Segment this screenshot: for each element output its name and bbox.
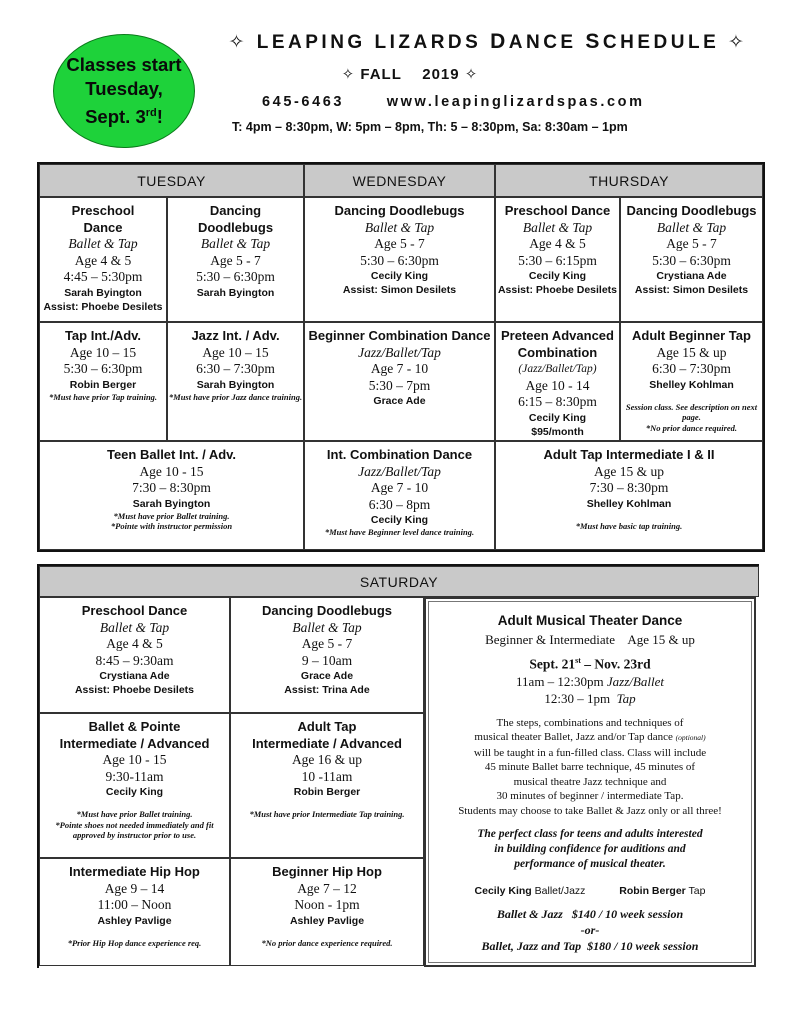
class-detail: Age 4 & 5 bbox=[106, 636, 163, 651]
class-style: Ballet & Tap bbox=[292, 619, 362, 635]
class-title: Adult Tap Intermediate I & II bbox=[543, 447, 715, 462]
class-detail: Age 5 - 7 bbox=[666, 236, 717, 251]
class-instructor: Crystiana Ade bbox=[99, 670, 170, 682]
spacer bbox=[40, 799, 229, 809]
class-detail: Age 7 - 10 bbox=[370, 361, 429, 376]
class-note: *Must have prior Tap training. bbox=[48, 391, 158, 402]
musical-title: Adult Musical Theater Dance bbox=[497, 613, 683, 628]
class-instructor: $95/month bbox=[531, 425, 584, 438]
spacer bbox=[231, 928, 423, 938]
class-detail: 5:30 – 6:30pm bbox=[360, 252, 439, 268]
class-title: Preschool Dance bbox=[504, 203, 611, 218]
class-detail: Age 10 - 15 bbox=[102, 752, 167, 767]
class-detail: 6:30 – 8pm bbox=[368, 496, 431, 512]
class-detail: Age 4 & 5 bbox=[74, 252, 132, 268]
class-thu-preschool bbox=[495, 197, 620, 322]
class-detail: Age 9 – 14 bbox=[104, 880, 165, 896]
class-title: Intermediate / Advanced bbox=[252, 735, 402, 751]
class-tue-preschool bbox=[39, 197, 167, 322]
class-instructor: Sarah Byington bbox=[132, 497, 211, 510]
class-title: Intermediate / Advanced bbox=[59, 735, 210, 751]
class-title: Jazz Int. / Adv. bbox=[191, 328, 280, 343]
class-instructor: Sarah Byington bbox=[196, 286, 275, 299]
class-style: Ballet & Tap bbox=[99, 619, 170, 635]
class-title: Dancing Doodlebugs bbox=[626, 203, 757, 218]
class-detail: 7:30 – 8:30pm bbox=[132, 480, 211, 495]
class-sat-ballet-pointe bbox=[39, 713, 230, 858]
class-detail: 6:30 – 7:30pm bbox=[652, 361, 731, 376]
header-tuesday: TUESDAY bbox=[39, 164, 304, 197]
class-title: Teen Ballet Int. / Adv. bbox=[106, 447, 237, 462]
class-sat-preschool bbox=[39, 597, 230, 713]
class-detail: 8:45 – 9:30am bbox=[95, 652, 174, 668]
class-tue-tap bbox=[39, 322, 167, 441]
musical-theater-box bbox=[424, 597, 756, 967]
musical-pricing: Ballet & Jazz $140 / 10 week session -or- Ballet, Jazz and Tap $180 / 10 week session bbox=[481, 907, 699, 953]
class-title: Dancing Doodlebugs bbox=[334, 203, 465, 218]
class-style: Ballet & Tap bbox=[68, 236, 138, 251]
class-detail: 5:30 – 6:30pm bbox=[652, 252, 731, 268]
class-thu-preteen bbox=[495, 322, 620, 441]
class-wed-int-combo bbox=[304, 441, 495, 550]
class-title: Int. Combination Dance bbox=[326, 447, 473, 462]
class-style: (Jazz/Ballet/Tap) bbox=[518, 363, 597, 375]
class-instructor: Ashley Pavlige bbox=[289, 914, 365, 927]
class-thu-adult-tap bbox=[495, 441, 763, 550]
class-detail: Age 4 & 5 bbox=[529, 236, 586, 251]
class-detail: Noon - 1pm bbox=[294, 897, 360, 912]
class-detail: 11:00 – Noon bbox=[97, 897, 172, 912]
star-icon: ✧ bbox=[228, 32, 248, 53]
class-instructor: Cecily King bbox=[370, 514, 429, 526]
class-title: Adult Beginner Tap bbox=[632, 328, 751, 343]
class-style: Ballet & Tap bbox=[522, 219, 593, 235]
class-title: Adult Tap bbox=[297, 719, 357, 734]
class-note: *Must have prior Intermediate Tap training. bbox=[249, 809, 405, 819]
class-title: Ballet & Pointe bbox=[88, 719, 181, 734]
class-instructor: Assist: Phoebe Desilets bbox=[43, 300, 163, 313]
class-title: Combination bbox=[517, 344, 598, 360]
class-title: Dance bbox=[83, 219, 123, 235]
phone-number: 645-6463 bbox=[262, 94, 345, 110]
class-detail: Age 10 – 15 bbox=[202, 344, 269, 360]
class-detail: 5:30 – 6:30pm bbox=[63, 361, 143, 376]
class-detail: Age 10 – 15 bbox=[69, 344, 137, 360]
class-title: Intermediate Hip Hop bbox=[69, 864, 200, 879]
class-instructor: Assist: Phoebe Desilets bbox=[74, 684, 195, 696]
weekday-schedule bbox=[37, 162, 765, 552]
class-detail: Age 15 & up bbox=[656, 344, 727, 360]
class-title: Doodlebugs bbox=[197, 219, 274, 235]
class-detail: 9 – 10am bbox=[301, 652, 353, 668]
class-instructor: Sarah Byington bbox=[196, 378, 275, 391]
musical-pitch: The perfect class for teens and adults interested in building confidence for auditions and performance of musical theater. bbox=[477, 828, 703, 870]
class-detail: Age 5 - 7 bbox=[374, 236, 425, 251]
class-instructor: Sarah Byington bbox=[64, 286, 142, 299]
contact-line bbox=[262, 94, 645, 110]
class-instructor: Assist: Simon Desilets bbox=[634, 284, 749, 296]
class-tue-teen-ballet bbox=[39, 441, 304, 550]
star-icon: ✧ bbox=[728, 32, 748, 53]
class-tue-doodlebugs bbox=[167, 197, 304, 322]
class-detail: Age 7 - 10 bbox=[370, 480, 429, 495]
class-title: Preschool Dance bbox=[81, 603, 188, 618]
class-detail: Age 16 & up bbox=[291, 752, 363, 767]
spacer bbox=[496, 511, 762, 521]
class-instructor: Shelley Kohlman bbox=[586, 497, 672, 510]
class-detail: Age 5 - 7 bbox=[210, 252, 261, 268]
spacer bbox=[621, 392, 762, 402]
class-style: Jazz/Ballet/Tap bbox=[358, 344, 441, 360]
class-detail: 6:15 – 8:30pm bbox=[518, 394, 597, 409]
season-label: ✧ FALL 2019 ✧ bbox=[341, 66, 479, 83]
office-hours: T: 4pm – 8:30pm, W: 5pm – 8pm, Th: 5 – 8:30pm, Sa: 8:30am – 1pm bbox=[232, 120, 628, 134]
class-detail: Age 10 - 14 bbox=[525, 377, 590, 393]
class-instructor: Assist: Simon Desilets bbox=[342, 284, 457, 296]
class-style: Jazz/Ballet/Tap bbox=[358, 463, 441, 479]
class-sat-adult-tap bbox=[230, 713, 424, 858]
class-detail: Age 5 - 7 bbox=[301, 636, 353, 651]
badge-line-1: Classes start bbox=[66, 53, 182, 75]
class-instructor: Robin Berger bbox=[293, 786, 361, 798]
class-title: Tap Int./Adv. bbox=[64, 328, 142, 343]
class-style: Ballet & Tap bbox=[656, 219, 727, 235]
class-detail: 10 -11am bbox=[301, 768, 353, 784]
class-sat-int-hiphop bbox=[39, 858, 230, 966]
class-detail: 5:30 – 6:15pm bbox=[518, 252, 597, 268]
class-instructor: Assist: Phoebe Desilets bbox=[497, 284, 618, 296]
class-detail: 5:30 – 7pm bbox=[368, 377, 431, 393]
class-title: Beginner Combination Dance bbox=[308, 328, 491, 343]
class-style: Ballet & Tap bbox=[200, 236, 271, 251]
class-instructor: Assist: Trina Ade bbox=[284, 684, 370, 696]
musical-description: The steps, combinations and techniques of musical theater Ballet, Jazz and/or Tap dance (optional) will be taught in a fun-filled class. Class will include 45 minute Ballet barre technique, 45 minutes of musical theatre Jazz technique and 30 minutes of beginner / intermediate Tap. Students may choose to take Ballet & Jazz only or all three! bbox=[458, 716, 722, 817]
class-note: *No prior dance experience required. bbox=[261, 937, 393, 948]
class-note: *Pointe with instructor permission bbox=[110, 521, 233, 531]
class-thu-doodlebugs bbox=[620, 197, 763, 322]
class-sat-beg-hiphop bbox=[230, 858, 424, 966]
class-title: Beginner Hip Hop bbox=[272, 864, 382, 879]
class-detail: Age 7 – 12 bbox=[297, 880, 357, 896]
class-title: Preteen Advanced bbox=[501, 328, 614, 343]
header-saturday: SATURDAY bbox=[39, 566, 759, 597]
badge-line-2: Tuesday, bbox=[85, 77, 163, 99]
class-title: Dancing bbox=[209, 203, 262, 218]
class-wed-beginner-combo bbox=[304, 322, 495, 441]
class-detail: 5:30 – 6:30pm bbox=[196, 269, 275, 284]
header-thursday: THURSDAY bbox=[495, 164, 763, 197]
class-instructor: Cecily King bbox=[528, 411, 587, 424]
class-instructor: Grace Ade bbox=[300, 670, 354, 682]
class-detail: 9:30-11am bbox=[105, 768, 164, 784]
badge-line-3: Sept. 3rd! bbox=[85, 106, 163, 128]
class-instructor: Ashley Pavlige bbox=[97, 914, 172, 927]
class-note: *No prior dance required. bbox=[645, 422, 738, 433]
spacer bbox=[40, 928, 229, 938]
class-note: *Must have prior Ballet training. bbox=[113, 510, 230, 521]
class-detail: Age 15 & up bbox=[593, 463, 665, 479]
class-sat-doodlebugs bbox=[230, 597, 424, 713]
class-note: *Prior Hip Hop dance experience req. bbox=[67, 937, 202, 948]
class-instructor: Cecily King bbox=[528, 270, 587, 282]
class-tue-jazz bbox=[167, 322, 304, 441]
website-link[interactable]: www.leapinglizardspas.com bbox=[386, 94, 645, 110]
class-note: *Pointe shoes not needed immediately and fit approved by instructor prior to use. bbox=[55, 819, 214, 840]
class-note: *Must have prior Jazz dance training. bbox=[168, 391, 303, 402]
class-instructor: Grace Ade bbox=[373, 395, 426, 407]
header-wednesday: WEDNESDAY bbox=[304, 164, 495, 197]
class-instructor: Crystiana Ade bbox=[656, 270, 727, 282]
musical-level: Beginner & Intermediate Age 15 & up bbox=[485, 632, 695, 647]
musical-time-1: 11am – 12:30pm Jazz/Ballet bbox=[516, 673, 664, 689]
class-title: Dancing Doodlebugs bbox=[262, 603, 392, 618]
class-instructor: Robin Berger bbox=[69, 378, 137, 391]
class-thu-adult-beginner-tap bbox=[620, 322, 763, 441]
musical-dates: Sept. 21st – Nov. 23rd bbox=[529, 656, 651, 672]
class-note: *Must have prior Ballet training. bbox=[76, 809, 193, 819]
musical-instructors: Cecily King Ballet/Jazz Robin Berger Tap bbox=[474, 885, 706, 897]
class-note: *Must have basic tap training. bbox=[575, 520, 683, 531]
class-instructor: Shelley Kohlman bbox=[649, 378, 734, 391]
class-detail: Age 10 - 15 bbox=[139, 463, 204, 479]
class-detail: 6:30 – 7:30pm bbox=[196, 361, 275, 376]
class-style: Ballet & Tap bbox=[364, 219, 435, 235]
class-title: Preschool bbox=[71, 203, 135, 218]
class-wed-doodlebugs bbox=[304, 197, 495, 322]
classes-start-badge bbox=[53, 34, 195, 148]
spacer bbox=[231, 799, 423, 809]
class-detail: 7:30 – 8:30pm bbox=[589, 480, 669, 495]
class-instructor: Cecily King bbox=[105, 786, 164, 798]
class-note: *Must have Beginner level dance training. bbox=[324, 527, 475, 537]
musical-time-2: 12:30 – 1pm Tap bbox=[544, 690, 636, 706]
class-instructor: Cecily King bbox=[370, 270, 429, 282]
class-note: Session class. See description on next page. bbox=[625, 401, 758, 422]
star-icon: ✧ bbox=[464, 66, 479, 83]
star-icon: ✧ bbox=[341, 66, 356, 83]
page-title: ✧ LEAPING LIZARDS DANCE SCHEDULE ✧ bbox=[228, 30, 748, 53]
class-detail: 4:45 – 5:30pm bbox=[63, 269, 143, 284]
